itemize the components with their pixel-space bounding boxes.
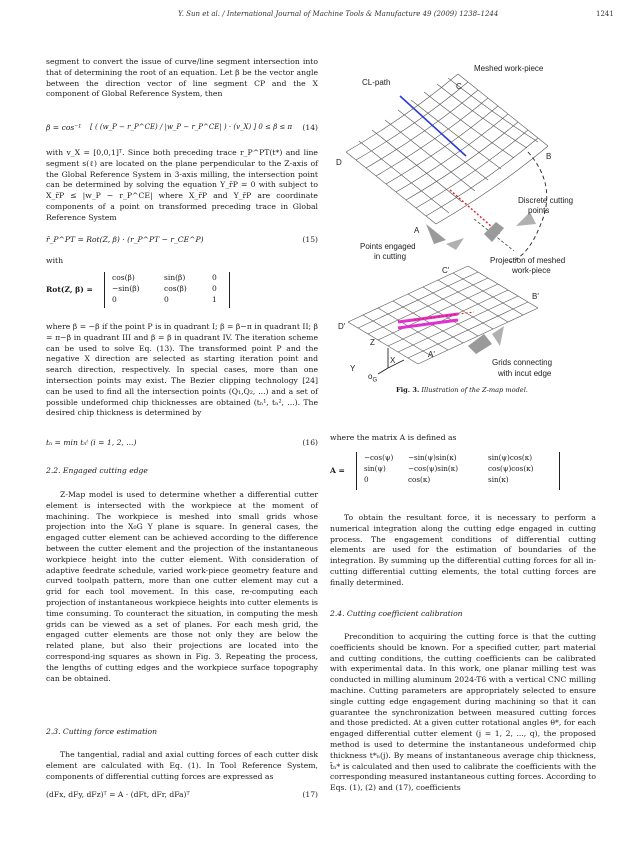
equation-number: (14) xyxy=(302,123,318,132)
matrix-cell: 0 xyxy=(212,284,217,293)
matrix-row xyxy=(108,294,228,305)
equation-body: tₙ = min tₙⁱ (i = 1, 2, ...) xyxy=(46,438,137,447)
rotation-matrix xyxy=(46,272,318,310)
label-a: A xyxy=(414,226,420,235)
paragraph-text: segment to convert the issue of curve/line segment intersection into that of determining the root of an equation. Let β be the vector angle between the direction vector of line segment CP and the X component of Global Reference System, then xyxy=(46,57,318,99)
matrix-row xyxy=(360,463,554,474)
label-clpath: CL-path xyxy=(362,78,391,87)
label-meshed: Meshed work-piece xyxy=(474,64,544,73)
matrix-row xyxy=(108,272,228,283)
matrix-table xyxy=(108,272,228,305)
matrix-cell: cos(ψ)cos(κ) xyxy=(488,464,534,473)
matrix-row xyxy=(108,283,228,294)
label-d-prime: D' xyxy=(338,322,346,331)
matrix-a xyxy=(330,452,596,492)
paragraph-quadrants xyxy=(46,322,318,419)
label-z-axis: Z xyxy=(370,338,375,347)
label-origin xyxy=(368,372,377,384)
matrix-lhs: A = xyxy=(330,466,345,475)
label-b: B xyxy=(546,152,552,161)
where-a-text: where the matrix A is defined as xyxy=(330,433,457,442)
matrix-row xyxy=(360,452,554,463)
arrow-discrete xyxy=(484,222,504,242)
paragraph-text: where β = −β if the point P is in quadrant I; β = β−π in quadrant II; β = π−β in quadrant III and β = β in quadrant IV. The iteration scheme can be used to solve Eq. (13). The transformed point P and the negative X direction are selected as starting iteration point and search direction, respectively. In special cases, more than one intersection points may exist. The Bezier clipping technology [24] can be used to find all the intersection points (Q₁,Q₂, ...) and a set of possible undeformed chip thicknesses are obtained (tₙ¹, tₙ², ...). The desired chip thickness is determined by xyxy=(46,322,318,418)
equation-17 xyxy=(46,790,318,804)
paragraph-text: Z-Map model is used to determine whether a differential cutter element is intersected with the workpiece at the moment of machining. The workpiece is meshed into small grids whose projection into the X₀G Y plane is square. In general cases, the engaged cutter element can be achieved according to the difference between the cutter element and the projection of the instantaneous workpiece height into the cutter element. With consideration of adaptive feedrate schedule, varied work-piece geometry feature and curved toolpath pattern, more than one cutter element may cut a grid for each tool movement. In this case, re-computing each projection of instantaneous workpiece heights into cutter elements is time consuming. To counteract the situation, in computing the mesh grids can be viewed as a set of planes. For each mesh grid, the engaged cutter elements are those not only they are below the related plane, but also their projections are located into the correspond-ing squares as shown in Fig. 3. Repeating the process, the lengths of cutting edges and the workpiece surface topography can be obtained. xyxy=(46,490,318,683)
label-x-axis: X xyxy=(390,356,396,365)
label-b-prime: B' xyxy=(532,292,539,301)
matrix-cell: 0 xyxy=(164,295,169,304)
equation-16 xyxy=(46,436,318,450)
matrix-cell: −cos(ψ) xyxy=(364,453,394,462)
label-y-axis: Y xyxy=(350,364,356,373)
matrix-cell: 0 xyxy=(212,273,217,282)
origin-sub: G xyxy=(372,377,378,384)
matrix-cell: sin(β) xyxy=(164,273,186,282)
caption-text: Illustration of the Z-map model. xyxy=(421,386,528,394)
paragraph-intersection xyxy=(46,148,318,224)
figure-3 xyxy=(328,56,596,396)
page-number: 1241 xyxy=(596,10,614,18)
equation-body: (dFx, dFy, dFz)ᵀ = A · (dFt, dFr, dFa)ᵀ xyxy=(46,790,190,799)
caption-label: Fig. 3. xyxy=(396,386,420,394)
paragraph-text: Precondition to acquiring the cutting force is that the cutting coefficients should be known. For a specified cutter, part material and cutting conditions, the cutting coefficients can be calibrated with experimental data. In this work, one planar milling test was conducted in milling aluminum 2024-T6 with a vertical CNC milling machine. Cutting parameters are appropriately selected to ensure single cutting edge engagement during machining so that it can guarantee the synchronization between measured cutting forces and those predicted. At a given cutter rotational angles θ*, for each engaged differential cutter element (j = 1, 2, ..., q), the proposed method is used to determine the instantaneous undeformed chip thickness t*ₙ(j). By means of instantaneous average chip thickness, t̄ₙ* is calculated and then used to calibrate the coefficients with the corresponding measured instantaneous cutting forces. According to Eqs. (1), (2) and (17), coefficients xyxy=(330,632,596,793)
paragraph-text: with v_X = [0,0,1]ᵀ. Since both preceding trace r_P^PT(t*) and line segment s(ℓ) are located on the plane perpendicular to the Z-axis of the Global Reference System in 3-axis milling, the intersection point can be determined by solving the equation Y_r̄P = 0 with subject to X_r̄P ≤ |w_P − r_P^CE| where X_r̄P and Y_r̄P are coordinate components of a point on transformed preceding trace in Global Reference System xyxy=(46,148,318,222)
paragraph-force xyxy=(46,750,318,782)
equation-number: (16) xyxy=(302,438,318,447)
matrix-body xyxy=(104,272,230,308)
equation-15 xyxy=(46,233,318,247)
matrix-cell: sin(κ) xyxy=(488,475,509,484)
equation-body: r̄_P^PT = Rot(Z, β) · (r_P^PT − r_CE^P) xyxy=(46,235,204,244)
z-map-illustration xyxy=(328,56,596,396)
matrix-cell: 0 xyxy=(364,475,369,484)
matrix-cell: 1 xyxy=(212,295,217,304)
label-c-prime: C' xyxy=(442,266,450,275)
section-heading-2-3: 2.3. Cutting force estimation xyxy=(46,727,158,736)
paragraph-text: To obtain the resultant force, it is necessary to perform a numerical integration along the cutting edge engaged in cutting process. The engagement conditions of differential cutting elements are used for the estimation of boundaries of the integration. By summing up the differential cutting forces for all in-cutting differential cutting elements, the total cutting forces are finally determined. xyxy=(330,513,596,587)
matrix-table xyxy=(360,452,554,485)
matrix-cell: sin(ψ)cos(κ) xyxy=(488,453,533,462)
origin-letter: o xyxy=(368,372,373,381)
with-label: with xyxy=(46,256,64,265)
label-c: C xyxy=(456,82,462,91)
equation-body: [ ( (w_P − r_P^CE) / |w_P − r_P^CE| ) · (v_X) ] 0 ≤ β ≤ π xyxy=(90,123,293,131)
matrix-cell: −sin(ψ)sin(κ) xyxy=(408,453,457,462)
paragraph-engaged xyxy=(46,490,318,684)
matrix-cell: cos(β) xyxy=(112,273,135,282)
matrix-cell: cos(β) xyxy=(164,284,187,293)
equation-lhs: β = cos⁻¹ xyxy=(46,123,82,132)
label-grids-1: Grids connecting xyxy=(492,358,553,367)
label-proj-2: work-piece xyxy=(512,266,551,275)
label-a-prime: A' xyxy=(428,350,435,359)
paragraph-intro xyxy=(46,57,318,100)
paragraph-integration xyxy=(330,513,596,589)
section-heading-2-2: 2.2. Engaged cutting edge xyxy=(46,466,148,475)
matrix-cell: sin(ψ) xyxy=(364,464,386,473)
label-grids-2: with incut edge xyxy=(498,369,552,378)
matrix-body xyxy=(356,452,560,490)
matrix-cell: cos(κ) xyxy=(408,475,431,484)
paragraph-text: The tangential, radial and axial cutting forces of each cutter disk element are calculated with Eq. (1). In Tool Reference System, components of differential cutting forces are expressed as xyxy=(46,750,318,781)
equation-14 xyxy=(46,116,318,142)
arrow-grids xyxy=(468,334,492,354)
y-axis xyxy=(378,368,388,374)
matrix-row xyxy=(360,474,554,485)
matrix-lhs: Rot(Z, β) = xyxy=(46,285,93,294)
matrix-cell: −cos(ψ)sin(κ) xyxy=(408,464,459,473)
equation-number: (17) xyxy=(302,790,318,799)
arrow-head-grids xyxy=(492,326,504,346)
matrix-cell: 0 xyxy=(112,295,117,304)
running-header: Y. Sun et al. / International Journal of Machine Tools & Manufacture 49 (2009) 1238–1244 xyxy=(178,10,499,18)
label-d: D xyxy=(336,158,342,167)
label-engaged-1: Points engaged xyxy=(360,242,416,251)
section-heading-2-4: 2.4. Cutting coefficient calibration xyxy=(330,609,463,618)
matrix-cell: −sin(β) xyxy=(112,284,140,293)
equation-number: (15) xyxy=(302,235,318,244)
paragraph-calibration xyxy=(330,632,596,794)
arrow-engaged xyxy=(426,224,446,244)
label-discrete-2: points xyxy=(528,206,550,215)
label-engaged-2: in cutting xyxy=(374,252,407,261)
figure-caption xyxy=(396,386,528,394)
label-discrete-1: Discrete cutting xyxy=(518,196,574,205)
arrow-head-engaged xyxy=(446,238,464,250)
label-proj-1: Projection of meshed xyxy=(490,256,566,265)
